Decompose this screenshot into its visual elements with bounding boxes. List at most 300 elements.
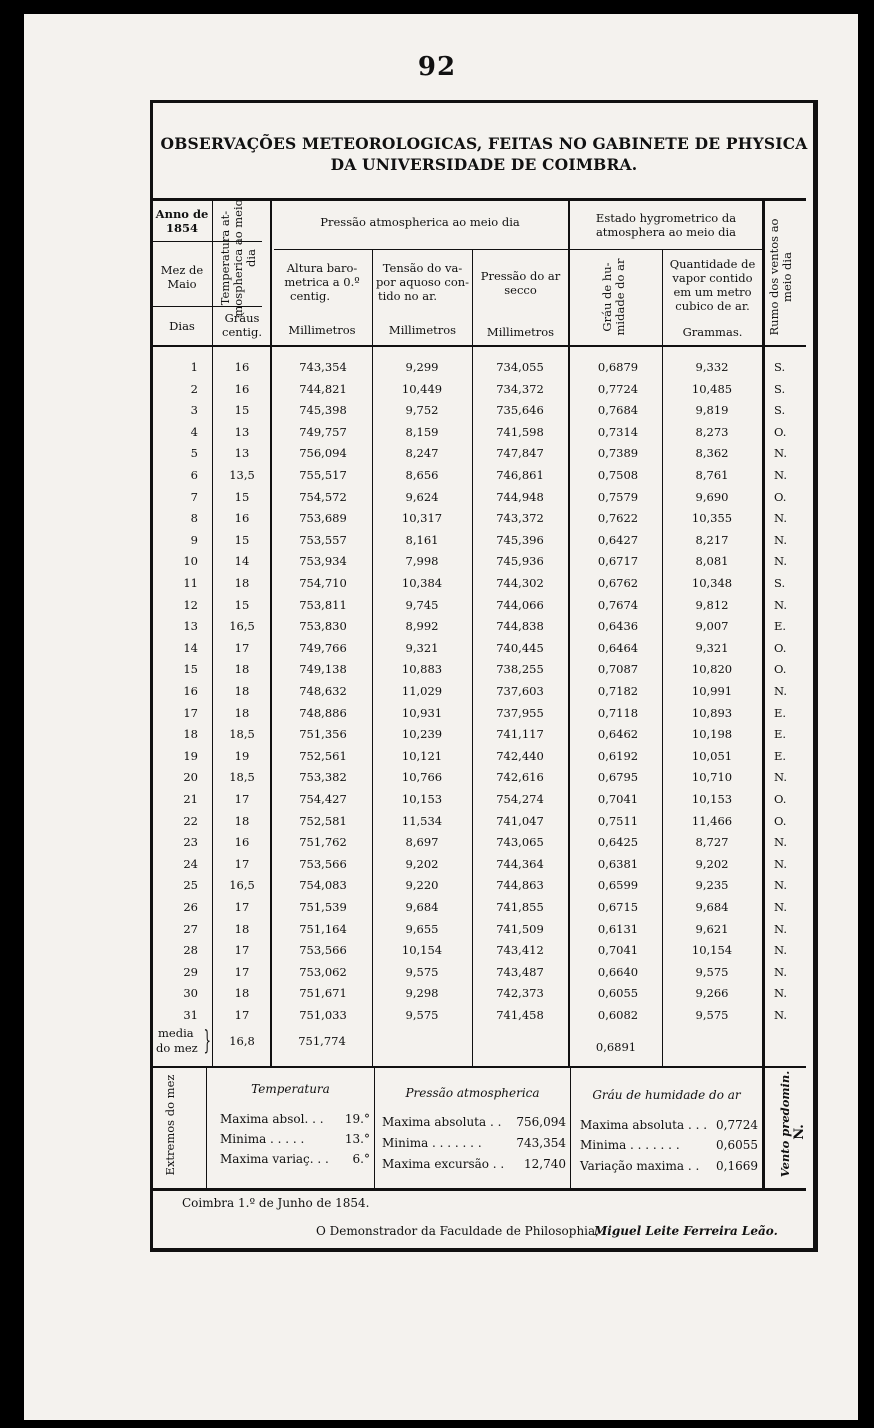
cell-tensao: 9,575	[405, 1008, 439, 1022]
header-pressao-ar-2: secco	[504, 283, 537, 297]
header-mez-label-1: Mez de	[160, 263, 204, 277]
cell-day: 22	[183, 813, 198, 828]
cell-rumo: E.	[774, 727, 787, 742]
header-unit-tensao: Millimetros	[388, 323, 457, 337]
cell-altura: 749,138	[299, 662, 347, 677]
cell-quantidade: 10,710	[691, 770, 733, 785]
cell-tensao: 8,992	[405, 619, 439, 634]
cell-quantidade: 8,273	[695, 424, 729, 439]
cell-tensao: 10,121	[401, 748, 443, 763]
cell-temp: 17	[234, 1008, 250, 1022]
cell-altura: 752,561	[299, 748, 347, 763]
cell-rumo: N.	[774, 900, 787, 914]
table-row	[0, 468, 787, 490]
cell-rumo: N.	[774, 835, 787, 850]
cell-grau: 0,7674	[597, 597, 639, 612]
table-row	[0, 554, 787, 576]
extremos-press-exc-label: Maxima excursão . .	[382, 1157, 505, 1171]
cell-altura: 749,766	[299, 640, 347, 655]
extremos-grau-title: Gráu de humidade do ar	[592, 1088, 741, 1102]
cell-day: 7	[190, 489, 198, 504]
table-row	[0, 381, 786, 404]
cell-tensao: 9,745	[405, 597, 439, 612]
cell-day: 13	[183, 619, 198, 634]
cell-quantidade: 8,727	[695, 835, 729, 850]
extremos-press-exc: 12,740	[524, 1157, 566, 1171]
cell-grau: 0,6192	[597, 748, 639, 763]
cell-pressao-ar: 743,065	[496, 835, 544, 850]
cell-altura: 756,094	[299, 446, 347, 461]
table-row	[0, 964, 787, 987]
cell-day: 19	[183, 748, 198, 763]
rule-data-bottom	[152, 1066, 806, 1068]
cell-temp: 18,5	[229, 727, 255, 742]
cell-grau: 0,6599	[597, 878, 639, 893]
cell-pressao-ar: 738,255	[496, 662, 544, 677]
cell-altura: 753,830	[299, 619, 347, 634]
cell-altura: 751,356	[299, 727, 347, 742]
table-row	[0, 424, 787, 447]
header-unit-pressao-ar: Millimetros	[486, 325, 555, 339]
cell-pressao-ar: 741,117	[496, 727, 544, 742]
cell-temp: 13	[234, 446, 250, 461]
cell-rumo: O.	[774, 489, 787, 504]
cell-tensao: 10,154	[401, 943, 443, 958]
table-row	[0, 403, 786, 425]
cell-quantidade: 10,154	[691, 943, 733, 958]
table-row	[0, 511, 787, 533]
cell-rumo: E.	[774, 619, 787, 634]
cell-tensao: 7,998	[405, 554, 439, 569]
cell-tensao: 11,029	[401, 684, 443, 698]
table-row	[0, 446, 787, 468]
cell-tensao: 10,883	[401, 662, 443, 677]
cell-tensao: 8,159	[405, 424, 439, 439]
cell-temp: 17	[234, 964, 250, 979]
cell-day: 29	[183, 964, 198, 979]
cell-pressao-ar: 744,863	[496, 878, 544, 893]
cell-day: 23	[183, 835, 198, 850]
cell-altura: 751,164	[299, 921, 347, 936]
extremos-press-min: 743,354	[516, 1136, 566, 1150]
cell-altura: 753,557	[299, 532, 347, 547]
header-temp-unit-2: centig.	[222, 325, 262, 339]
cell-quantidade: 11,466	[691, 813, 733, 828]
cell-quantidade: 9,684	[695, 900, 729, 914]
cell-rumo: E.	[774, 705, 787, 720]
cell-rumo: O.	[774, 662, 787, 677]
cell-day: 2	[190, 381, 198, 396]
cell-tensao: 11,534	[401, 813, 443, 828]
cell-grau: 0,6464	[597, 640, 639, 655]
cell-grau: 0,6762	[597, 576, 639, 590]
vrule-extremos-temp	[374, 1068, 375, 1188]
header-quant-3: em um metro	[673, 285, 752, 299]
cell-rumo: S.	[774, 381, 786, 396]
cell-day: 10	[183, 554, 198, 569]
table-row	[0, 640, 787, 663]
extremos-press-max-label: Maxima absoluta . .	[382, 1115, 502, 1129]
cell-day: 30	[183, 986, 198, 1001]
media-temp: 16,8	[229, 1034, 255, 1048]
cell-temp: 15	[234, 532, 250, 547]
extremos-label: Extremos do mez	[163, 1074, 177, 1176]
rule-header-bottom	[152, 345, 806, 347]
cell-day: 3	[190, 403, 198, 418]
cell-altura: 753,566	[299, 943, 347, 958]
cell-quantidade: 8,217	[695, 532, 729, 547]
extremos-press-max: 756,094	[516, 1115, 566, 1129]
cell-quantidade: 8,362	[695, 446, 729, 461]
extremos-temp-max: 19.°	[344, 1112, 370, 1126]
cell-day: 31	[183, 1008, 198, 1022]
cell-rumo: N.	[774, 878, 787, 893]
table-row	[0, 727, 787, 749]
header-tensao-1: Tensão do va-	[382, 261, 463, 275]
header-estado-1: Estado hygrometrico da	[595, 211, 737, 225]
media-label-1: media	[158, 1026, 194, 1040]
cell-quantidade: 10,153	[691, 792, 733, 806]
extremos-grau-var-label: Variação maxima . .	[580, 1159, 700, 1173]
table-row	[0, 835, 787, 857]
extremos-pressao-title: Pressão atmospherica	[405, 1086, 540, 1100]
cell-rumo: S.	[774, 360, 786, 374]
cell-altura: 753,382	[299, 770, 347, 785]
vrule-extremos-pressao	[570, 1068, 571, 1188]
cell-temp: 15	[234, 489, 250, 504]
cell-altura: 751,539	[299, 900, 347, 914]
cell-tensao: 10,931	[401, 705, 443, 720]
cell-tensao: 9,684	[405, 900, 439, 914]
cell-grau: 0,7508	[597, 468, 639, 482]
header-temp-vertical: Temperatura at- mospherica ao meio dia	[218, 199, 258, 317]
extremos-grau-var: 0,1669	[716, 1159, 758, 1173]
cell-tensao: 9,575	[405, 964, 439, 979]
header-quant-1: Quantidade de	[669, 257, 756, 271]
cell-temp: 16	[234, 835, 250, 850]
cell-tensao: 10,317	[401, 511, 443, 526]
table-row	[0, 576, 786, 598]
cell-altura: 753,811	[299, 597, 347, 612]
cell-grau: 0,7579	[597, 489, 639, 504]
cell-pressao-ar: 742,616	[496, 770, 544, 785]
cell-tensao: 8,247	[405, 446, 439, 461]
cell-day: 14	[183, 640, 198, 655]
cell-tensao: 9,202	[405, 856, 439, 871]
header-dias: Dias	[169, 319, 195, 333]
cell-temp: 19	[234, 748, 250, 763]
table-row	[0, 921, 787, 944]
table-row	[0, 597, 787, 620]
cell-temp: 17	[234, 792, 250, 806]
cell-pressao-ar: 742,373	[496, 986, 544, 1001]
cell-pressao-ar: 741,509	[496, 921, 544, 936]
table-row	[0, 489, 787, 512]
cell-quantidade: 9,202	[695, 856, 729, 871]
table-row	[0, 813, 787, 836]
extremos-temp-min-label: Minima . . . . .	[220, 1132, 305, 1146]
cell-rumo: N.	[774, 597, 787, 612]
rule-estado-group	[570, 249, 762, 250]
header-grau-vertical: Gráu de hu- midade do ar	[600, 258, 627, 336]
cell-temp: 18	[234, 813, 250, 828]
cell-pressao-ar: 735,646	[496, 403, 544, 418]
cell-pressao-ar: 737,955	[496, 705, 544, 720]
extremos-vento-label: Vento predomin.	[778, 1070, 792, 1178]
extremos-grau-min: 0,6055	[716, 1138, 758, 1152]
cell-pressao-ar: 741,047	[496, 813, 544, 828]
cell-quantidade: 9,321	[695, 640, 729, 655]
cell-quantidade: 9,621	[695, 921, 729, 936]
table-row	[0, 943, 787, 965]
cell-rumo: N.	[774, 446, 787, 461]
cell-quantidade: 9,007	[695, 619, 729, 634]
cell-grau: 0,7041	[597, 792, 639, 806]
extremos-grau-max-label: Maxima absoluta . . .	[580, 1118, 708, 1132]
cell-grau: 0,6381	[597, 856, 639, 871]
cell-pressao-ar: 743,372	[496, 511, 544, 526]
cell-altura: 749,757	[299, 424, 347, 439]
rule-extremos-bottom	[152, 1188, 806, 1191]
extremos-vento-value: N.	[792, 1124, 807, 1140]
cell-rumo: N.	[774, 684, 787, 698]
cell-tensao: 8,161	[405, 532, 439, 547]
cell-altura: 753,062	[299, 964, 347, 979]
cell-tensao: 9,298	[405, 986, 439, 1001]
cell-rumo: N.	[774, 554, 787, 569]
cell-temp: 18	[234, 705, 250, 720]
cell-pressao-ar: 734,372	[496, 381, 544, 396]
cell-temp: 13	[234, 424, 250, 439]
cell-grau: 0,7182	[597, 684, 639, 698]
cell-pressao-ar: 742,440	[496, 748, 544, 763]
cell-grau: 0,6055	[597, 986, 639, 1001]
cell-pressao-ar: 747,847	[496, 446, 544, 461]
extremos-grau-max: 0,7724	[716, 1118, 758, 1132]
cell-altura: 748,886	[299, 705, 347, 720]
cell-day: 4	[190, 424, 198, 439]
cell-day: 28	[183, 943, 198, 958]
cell-altura: 753,689	[299, 511, 347, 526]
cell-grau: 0,6879	[597, 360, 639, 374]
cell-tensao: 9,624	[405, 489, 439, 504]
table-row	[0, 532, 787, 555]
cell-temp: 17	[234, 640, 250, 655]
cell-rumo: N.	[774, 468, 787, 482]
cell-rumo: O.	[774, 813, 787, 828]
cell-rumo: N.	[774, 1008, 787, 1022]
table-row	[0, 705, 787, 728]
table-row	[0, 986, 787, 1008]
cell-pressao-ar: 743,412	[496, 943, 544, 958]
cell-day: 18	[183, 727, 198, 742]
table-row	[0, 770, 787, 792]
table-row	[0, 748, 787, 771]
cell-rumo: N.	[774, 770, 787, 785]
cell-quantidade: 10,348	[691, 576, 733, 590]
cell-grau: 0,7118	[597, 705, 639, 720]
header-pressao-group: Pressão atmospherica ao meio dia	[320, 215, 520, 229]
cell-rumo: E.	[774, 748, 787, 763]
cell-temp: 17	[234, 900, 250, 914]
cell-quantidade: 10,820	[691, 662, 733, 677]
cell-temp: 16	[234, 511, 250, 526]
cell-temp: 16,5	[229, 878, 255, 893]
cell-altura: 755,517	[299, 468, 347, 482]
footer-place-date: Coimbra 1.º de Junho de 1854.	[182, 1196, 370, 1210]
cell-temp: 18	[234, 662, 250, 677]
cell-pressao-ar: 745,936	[496, 554, 544, 569]
cell-quantidade: 9,332	[695, 360, 729, 374]
cell-altura: 743,354	[299, 360, 347, 374]
cell-rumo: N.	[774, 856, 787, 871]
cell-tensao: 8,697	[405, 835, 439, 850]
cell-temp: 18	[234, 921, 250, 936]
header-mez-label-2: Maio	[167, 277, 197, 291]
extremos-temp-var-label: Maxima variaç. . .	[220, 1152, 329, 1166]
cell-pressao-ar: 741,855	[496, 900, 544, 914]
cell-temp: 16,5	[229, 619, 255, 634]
cell-altura: 748,632	[299, 684, 347, 698]
cell-rumo: S.	[774, 403, 786, 418]
cell-quantidade: 10,991	[691, 684, 733, 698]
cell-day: 20	[183, 770, 198, 785]
cell-temp: 15	[234, 597, 250, 612]
cell-pressao-ar: 741,598	[496, 424, 544, 439]
cell-grau: 0,6795	[597, 770, 639, 785]
cell-temp: 13,5	[229, 468, 255, 482]
cell-day: 1	[190, 360, 198, 374]
header-quant-4: cubico de ar.	[675, 299, 750, 313]
cell-rumo: N.	[774, 986, 787, 1001]
cell-rumo: N.	[774, 964, 787, 979]
cell-altura: 753,934	[299, 554, 347, 569]
cell-tensao: 9,655	[405, 921, 439, 936]
cell-day: 16	[183, 684, 198, 698]
cell-tensao: 10,153	[401, 792, 443, 806]
cell-rumo: O.	[774, 424, 787, 439]
cell-quantidade: 10,485	[691, 381, 733, 396]
cell-pressao-ar: 744,364	[496, 856, 544, 871]
cell-altura: 753,566	[299, 856, 347, 871]
cell-quantidade: 9,812	[695, 597, 729, 612]
media-brace: }	[203, 1026, 211, 1056]
cell-quantidade: 9,235	[695, 878, 729, 893]
cell-grau: 0,7511	[597, 813, 639, 828]
cell-grau: 0,7622	[597, 511, 639, 526]
cell-quantidade: 9,819	[695, 403, 729, 418]
header-grammas: Grammas.	[682, 325, 743, 339]
extremos-press-min-label: Minima . . . . . . .	[382, 1136, 482, 1150]
cell-day: 25	[183, 878, 198, 893]
table-row	[0, 792, 787, 814]
cell-temp: 16	[234, 381, 250, 396]
cell-grau: 0,6715	[597, 900, 639, 914]
cell-quantidade: 9,575	[695, 964, 729, 979]
extremos-temp-title: Temperatura	[251, 1082, 330, 1096]
cell-tensao: 10,766	[401, 770, 443, 785]
media-grau: 0,6891	[595, 1040, 637, 1054]
cell-rumo: N.	[774, 511, 787, 526]
cell-grau: 0,6436	[597, 619, 639, 634]
cell-day: 11	[183, 576, 198, 590]
cell-rumo: S.	[774, 576, 786, 590]
cell-grau: 0,6640	[597, 964, 639, 979]
cell-quantidade: 10,355	[691, 511, 733, 526]
header-altura-3: centig.	[290, 289, 330, 303]
cell-day: 24	[183, 856, 198, 871]
cell-temp: 18	[234, 986, 250, 1001]
cell-temp: 18	[234, 576, 250, 590]
cell-tensao: 10,449	[401, 381, 443, 396]
cell-pressao-ar: 737,603	[496, 684, 544, 698]
cell-grau: 0,6131	[597, 921, 639, 936]
cell-temp: 18	[234, 684, 250, 698]
cell-day: 8	[190, 511, 198, 526]
cell-altura: 744,821	[299, 381, 347, 396]
cell-pressao-ar: 743,487	[496, 964, 544, 979]
table-title-line-1: OBSERVAÇÕES METEOROLOGICAS, FEITAS NO GABINETE DE PHYSICA	[160, 134, 808, 153]
extremos-temp-min: 13.°	[344, 1132, 370, 1146]
cell-rumo: N.	[774, 943, 787, 958]
cell-altura: 754,710	[299, 576, 347, 590]
header-anno-year: 1854	[165, 221, 198, 235]
table-row	[0, 878, 787, 900]
cell-pressao-ar: 744,066	[496, 597, 544, 612]
footer-signature-name: Miguel Leite Ferreira Leão.	[594, 1224, 778, 1238]
cell-grau: 0,6462	[597, 727, 639, 742]
cell-day: 26	[183, 900, 198, 914]
table-row	[0, 684, 787, 706]
table-row	[0, 360, 786, 382]
cell-tensao: 10,384	[401, 576, 443, 590]
cell-temp: 17	[234, 943, 250, 958]
cell-day: 15	[183, 662, 198, 677]
cell-tensao: 9,220	[405, 878, 439, 893]
cell-grau: 0,6717	[597, 554, 639, 569]
media-altura: 751,774	[298, 1034, 346, 1048]
cell-grau: 0,7724	[597, 381, 639, 396]
cell-temp: 16	[234, 360, 250, 374]
cell-day: 9	[190, 532, 198, 547]
header-altura-1: Altura baro-	[286, 261, 358, 275]
cell-quantidade: 9,690	[695, 489, 729, 504]
header-pressao-ar-1: Pressão do ar	[480, 269, 561, 283]
cell-grau: 0,7314	[597, 424, 639, 439]
footer-signature-prefix: O Demonstrador da Faculdade de Philosophia,	[316, 1224, 599, 1238]
header-anno-label: Anno de	[155, 207, 209, 221]
cell-altura: 751,671	[299, 986, 347, 1001]
cell-day: 12	[183, 597, 198, 612]
cell-tensao: 8,656	[405, 468, 439, 482]
cell-quantidade: 10,051	[691, 748, 733, 763]
table-title-line-2: DA UNIVERSIDADE DE COIMBRA.	[330, 155, 638, 174]
cell-tensao: 9,299	[405, 360, 439, 374]
cell-tensao: 9,321	[405, 640, 439, 655]
cell-pressao-ar: 734,055	[496, 360, 544, 374]
cell-quantidade: 8,081	[695, 554, 729, 569]
table-row	[0, 856, 787, 879]
cell-altura: 745,398	[299, 403, 347, 418]
cell-pressao-ar: 741,458	[496, 1008, 544, 1022]
cell-pressao-ar: 746,861	[496, 468, 544, 482]
cell-grau: 0,7087	[597, 662, 639, 677]
cell-rumo: O.	[774, 792, 787, 806]
cell-day: 6	[190, 468, 198, 482]
extremos-grau-min-label: Minima . . . . . . .	[580, 1138, 680, 1152]
cell-day: 5	[190, 446, 198, 461]
cell-grau: 0,7684	[597, 403, 639, 418]
